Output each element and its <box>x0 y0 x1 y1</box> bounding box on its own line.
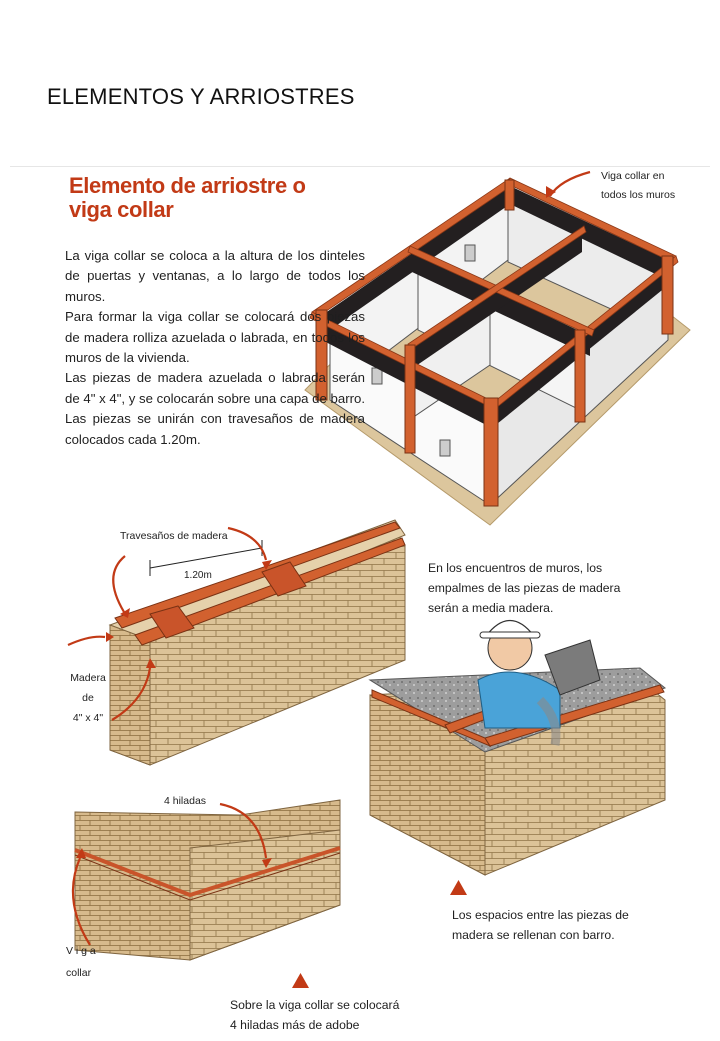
caption-encuentros: En los encuentros de muros, los empalmes de las piezas de madera serán a media madera. <box>428 561 621 615</box>
corner-joint-illustration <box>370 621 665 876</box>
arrow-travesanos-left <box>113 556 125 612</box>
arrow-viga-collar <box>550 172 590 196</box>
caption-sobre-viga: Sobre la viga collar se colocará 4 hiladas más de adobe <box>230 998 400 1032</box>
label-viga-collar-small: V i g a collar <box>66 945 96 979</box>
label-viga-collar-muros: Viga collar en todos los muros <box>601 170 676 201</box>
body-paragraph-3: Las piezas de madera azuelada o labrada serán de 4" x 4", y se colocarán sobre una capa de barro. Las piezas se unirán con travesaños de madera colocados cada 1.20m. <box>65 370 365 447</box>
arrow-travesanos-right <box>228 528 266 560</box>
label-spacing: 1.20m <box>184 570 212 581</box>
caption-espacios: Los espacios entre las piezas de madera se rellenan con barro. <box>452 908 629 942</box>
corner-hiladas-illustration <box>75 800 340 960</box>
label-travesanos: Travesaños de madera <box>120 530 228 542</box>
wall-beam-illustration <box>110 520 405 765</box>
body-text <box>65 246 365 450</box>
slide-title: ELEMENTOS Y ARRIOSTRES <box>47 84 355 109</box>
label-hiladas: 4 hiladas <box>164 795 207 807</box>
triangle-marker-sobre-viga <box>292 973 309 988</box>
heading-line-1: Elemento de arriostre o <box>69 173 306 198</box>
heading-line-2: viga collar <box>69 197 174 222</box>
body-paragraph-2: Para formar la viga collar se colocará dos piezas de madera rolliza azuelada o labrada, en todos los muros de la vivienda. <box>65 309 365 366</box>
section-heading <box>69 174 359 222</box>
body-paragraph-1: La viga collar se coloca a la altura de los dinteles de puertas y ventanas, a lo largo de todos los muros. <box>65 248 365 304</box>
arrow-madera-top <box>68 637 105 645</box>
label-madera-size: Madera de 4" x 4" <box>70 672 106 724</box>
triangle-marker-espacios <box>450 880 467 895</box>
